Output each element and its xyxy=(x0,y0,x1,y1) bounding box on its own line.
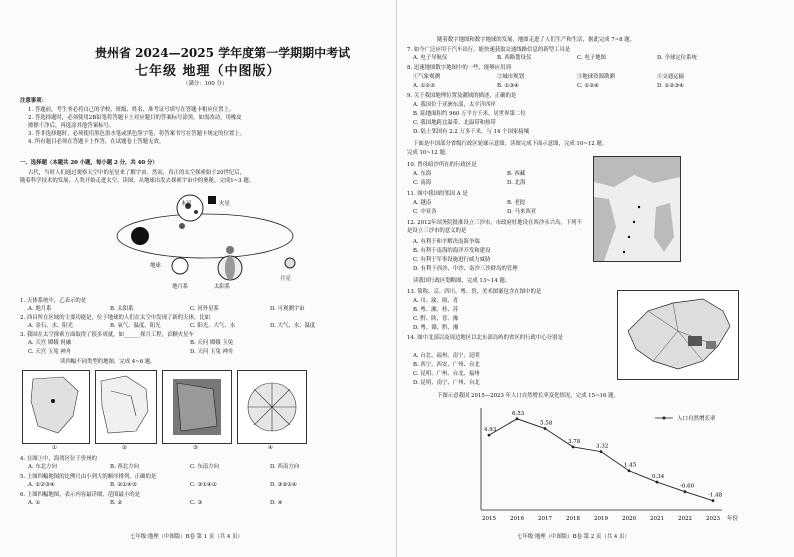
question-4: 4. 在图①中，海湾区位于贵州的 xyxy=(20,456,97,462)
x-tick-label: 2019 xyxy=(594,516,608,522)
data-point xyxy=(712,499,715,502)
option: B. 西路划设仪 xyxy=(497,55,532,61)
map-label: ② xyxy=(122,445,127,451)
map-china-intro: 完成 10~12 题。 xyxy=(407,150,451,156)
question-12: 12. 2012年国务院批准设立三沙市，市政府驻地设在西沙永兴岛，下列不是设立三沙市的意义的是 xyxy=(407,220,582,235)
question-13: 13. 简称、京、四川、粤、贵、美术图案包含在图中的是 xyxy=(407,289,542,295)
data-point xyxy=(684,490,687,493)
map-2 xyxy=(95,370,157,444)
option: A. 电子导航仪 xyxy=(413,55,448,61)
option: A. 天宫 嫦娥 祝融 xyxy=(28,340,72,346)
option: ③地球资源勘测 xyxy=(577,74,615,80)
section-heading: 一、选择题（本题共 20 小题，每小题 2 分，共 40 分） xyxy=(20,160,158,166)
option: A. 川、渝、闽、青 xyxy=(413,298,459,304)
option: B. 西北方向 xyxy=(110,464,139,470)
population-growth-chart xyxy=(397,402,794,532)
x-axis-title: 年份 xyxy=(727,516,739,522)
question-2: 2. 西昌所在区域的主要功能是，位于地球的人们在太空中发现了新的天体，比如 xyxy=(20,315,211,321)
right-intro: 随着数字地图和数字地球的发展，地图走进了人们生产和生活，据此完成 7~8 题。 xyxy=(437,37,636,43)
option: ②城市规划 xyxy=(497,74,524,80)
exam-subtitle: 七年级 地理（中图版） xyxy=(135,64,281,79)
map-3 xyxy=(162,370,232,444)
fig-label-earth-moon: 地月系 xyxy=(172,284,189,290)
question-8: 8. 迅速地图数字地图中的一些，能够应用到 xyxy=(407,65,511,71)
option: A. 我国位于亚洲东部，太平洋西岸 xyxy=(413,102,496,108)
option: D. 粤、赣、黔、湘 xyxy=(413,325,459,331)
data-label: 6.53 xyxy=(512,410,525,417)
option: D. 天问 玉兔 神舟 xyxy=(190,349,234,355)
option: A. 东北方向 xyxy=(28,464,57,470)
x-tick-label: 2018 xyxy=(566,516,580,522)
full-score: （满分：100 分） xyxy=(183,81,228,87)
map-1 xyxy=(22,370,90,444)
map-china-intro: 下面是中国部分省级行政区轮廓示意图，读图完成下面示意图，完成 10~12 题。 xyxy=(413,141,608,147)
option: D. 可观测宇宙 xyxy=(270,306,305,312)
data-point xyxy=(572,446,575,449)
x-tick-label: 2015 xyxy=(482,516,496,522)
fig-label-earth: 地球 xyxy=(150,263,161,269)
x-tick-label: 2017 xyxy=(538,516,552,522)
option: D. ①②③④ xyxy=(657,83,684,89)
option: C. 南海 xyxy=(413,180,432,186)
china-admin-map xyxy=(617,290,739,380)
option: C. 昆明、广州、台北、福州 xyxy=(413,371,480,377)
fig-label-solar-system: 太阳系 xyxy=(214,284,231,290)
x-tick-label: 2020 xyxy=(622,516,636,522)
data-label: 4.93 xyxy=(484,427,497,434)
option: D. 马来西亚 xyxy=(507,209,537,215)
data-label: 3.32 xyxy=(596,443,609,450)
option: B. ①③④ xyxy=(497,83,519,89)
maps-intro: 读四幅不同类型的地图，完成 4~6 题。 xyxy=(60,359,156,365)
option: C. ③ xyxy=(190,500,203,506)
data-point xyxy=(600,450,603,453)
option: B. 西藏 xyxy=(507,171,526,177)
option: B. 西宁、西安、广州、台北 xyxy=(413,362,480,368)
page-footer: 七年级·地理（中图版）B卷 第 1 页（共 4 页） xyxy=(130,534,243,540)
notice-item: 3. 答非选择题时，必须使用黑色墨水笔或黑色签字笔，将答案书写在答题卡规定的位置上。 xyxy=(28,131,246,137)
notice-item: 2. 答选择题时，必须使用2B铅笔将答题卡上对应题目的答案标号涂黑。如需改动，用橡皮 xyxy=(28,115,242,121)
question-9: 9. 关于我国地理位置及疆域的描述，正确的是 xyxy=(407,93,517,99)
map-label: ① xyxy=(52,445,57,451)
option: A. 台北、福州、南宁、昆明 xyxy=(413,353,480,359)
notice-heading: 注意事项： xyxy=(20,98,47,104)
data-point xyxy=(656,481,659,484)
option: B. 天问 嫦娥 玉兔 xyxy=(190,340,234,346)
question-1: 1. 天体系统中，乙表示的是 xyxy=(20,298,87,304)
option: D. 全球定位系统 xyxy=(657,55,697,61)
option: A. 地月系 xyxy=(28,306,52,312)
option: B. 粤、湘、桂、苏 xyxy=(413,307,459,313)
data-label: -0.60 xyxy=(680,483,695,490)
x-tick-label: 2022 xyxy=(678,516,692,522)
section-intro: 随着科学技术的发展，人类开始走进太空。读图，从地球出发去探索宇宙中的奥秘，完成1~3 题。 xyxy=(20,178,255,184)
map2-intro: 读我国行政区划略图，完成 13~14 题。 xyxy=(413,278,511,284)
data-point xyxy=(488,434,491,437)
option: D. 北海 xyxy=(507,180,526,186)
option: C. 天宫 玉兔 神舟 xyxy=(28,349,72,355)
option: C. 中亚各 xyxy=(413,209,437,215)
option: D. 大气、水、温度 xyxy=(270,323,316,329)
option: A. 东海 xyxy=(413,171,432,177)
question-14: 14. 图中北部以及周边地区以北东部岛屿的省区的行政中心分别是 xyxy=(407,335,563,341)
notice-item: 4. 所有题目必须在答题卡上作答，在试题卷上答题无效。 xyxy=(28,139,165,145)
option: A. 越南 xyxy=(413,200,432,206)
question-5: 5. 上图四幅地图的比例尺由小到大的顺序排列，正确的是 xyxy=(20,474,157,480)
option: D. ④ xyxy=(270,500,283,506)
map-label: ④ xyxy=(268,445,273,451)
option: B. 有利于南海的海洋开发和建设 xyxy=(413,248,491,254)
data-point xyxy=(544,427,547,430)
option: ④交通运输 xyxy=(657,74,684,80)
section-intro: 古代，当时人们通过观察天空中的星星来了解宇宙。然而，真正的太空探索始于20世纪后， xyxy=(28,170,246,176)
data-label: 1.45 xyxy=(624,462,637,469)
option: B. 氧气、温度、阳光 xyxy=(110,323,161,329)
option: D. 昆明、南宁、广州、台北 xyxy=(413,380,480,386)
option: D. 陆上邻国有 2.2 万多千米，与 14 个国家接壤 xyxy=(413,129,530,135)
notice-item: 擦擦干净后，再选涂其他答案标号。 xyxy=(28,123,115,129)
x-tick-label: 2021 xyxy=(650,516,664,522)
map-4 xyxy=(237,370,307,444)
fig-label-moon: 月亮 xyxy=(280,276,291,282)
option: ①气象观测 xyxy=(413,74,440,80)
data-point xyxy=(628,469,631,472)
data-label: 5.58 xyxy=(540,420,553,427)
option: C. 有利于军事设施进行威力威胁 xyxy=(413,257,491,263)
option: A. ① xyxy=(28,500,41,506)
option: A. 有利于和平解决南海争端 xyxy=(413,239,480,245)
option: B. ② xyxy=(110,500,123,506)
option: C. 东南方向 xyxy=(190,464,219,470)
option: A. ①②③ xyxy=(413,83,435,89)
option: C. ③①④② xyxy=(190,482,217,488)
option: B. 陆地面积约 960 万平方千米，居世界第二位 xyxy=(413,111,526,117)
exam-title: 贵州省 2024—2025 学年度第一学期期中考试 xyxy=(95,46,351,60)
option: C. 阳光、大气、水 xyxy=(190,323,236,329)
option: D. 西南方向 xyxy=(270,464,300,470)
option: C. 河外星系 xyxy=(190,306,219,312)
option: C. 电子地图 xyxy=(577,55,606,61)
option: C. ①②④ xyxy=(577,83,599,89)
option: B. ②①④③ xyxy=(110,482,137,488)
data-label: -1.48 xyxy=(708,492,723,499)
option: A. 金石、水、阳光 xyxy=(28,323,74,329)
data-label: 0.34 xyxy=(652,474,665,481)
legend-label: 人口自然增长率 xyxy=(677,416,716,422)
question-3: 3. 我国在太空探索方面取得了很多成就，如______探月工程，首颗火星车 xyxy=(20,332,194,338)
data-label: 3.78 xyxy=(568,438,581,445)
map-label: ③ xyxy=(193,445,198,451)
question-6: 6. 上图四幅地图，表示内容最详细，范围最小的是 xyxy=(20,492,141,498)
x-tick-label: 2016 xyxy=(510,516,524,522)
fig-label-mars: 火星 xyxy=(219,201,230,207)
option: C. 黔、陕、晋、豫 xyxy=(413,316,459,322)
page-footer: 七年级·地理（中图版）B卷 第 2 页（共 4 页） xyxy=(517,534,630,540)
chart-intro: 下图示意我国 2015—2023 年人口自然增长率变化情况，完成 15~16 题。 xyxy=(437,393,619,399)
question-7: 7. 如今广泛应用于汽车出行，能快速获取交通线路信息的新型工具是 xyxy=(407,47,571,53)
data-point xyxy=(516,417,519,420)
option: D. 有利于西沙、中沙、南沙三沙群岛的管理 xyxy=(413,266,518,272)
page-right xyxy=(397,0,794,557)
notice-item: 1. 答题前，考生务必将自己的学校、班级、姓名、准考证号填写在答题卡相应位置上。 xyxy=(28,107,235,113)
x-tick-label: 2023 xyxy=(706,516,720,522)
option: D. ③②①④ xyxy=(270,482,297,488)
option: C. 我国地跨北温带，北温带和热带 xyxy=(413,120,496,126)
south-china-sea-map xyxy=(593,156,681,262)
fig-label-jupiter: 木星 xyxy=(181,201,192,207)
option: B. 太阳系 xyxy=(110,306,134,312)
legend-marker xyxy=(663,417,666,420)
question-10: 10. 曾母暗沙所在的行政区是 xyxy=(407,162,477,168)
question-11: 11. 图中我国的邻国 A 是 xyxy=(407,191,468,197)
option: B. 老挝 xyxy=(507,200,526,206)
option: A. ①②③④ xyxy=(28,482,55,488)
